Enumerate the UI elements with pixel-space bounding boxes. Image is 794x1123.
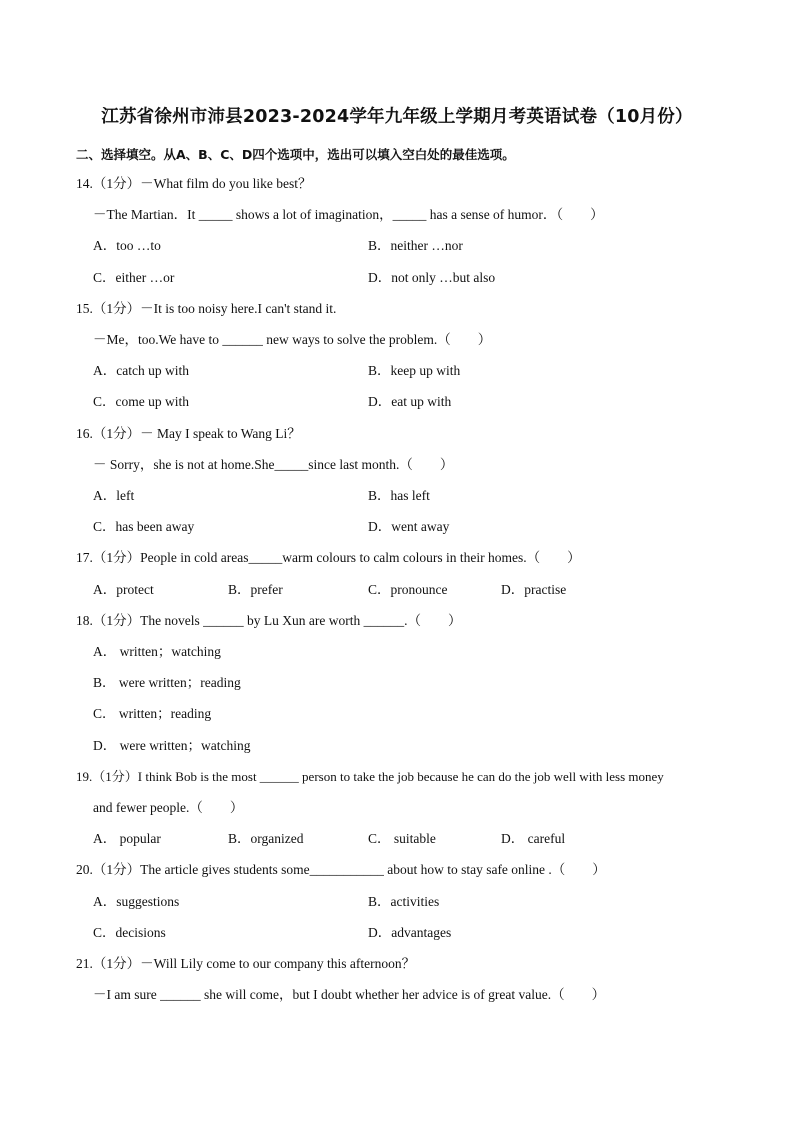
- question-16-option-b[interactable]: B．has left: [368, 488, 430, 503]
- question-15-option-b[interactable]: B．keep up with: [368, 363, 461, 378]
- question-15-option-c[interactable]: C．come up with: [93, 394, 189, 409]
- question-19-option-a[interactable]: A． popular: [93, 831, 161, 846]
- question-14-dialogue: －The Martian．It _____ shows a lot of imagination，_____ has a sense of humor．（ ）: [93, 207, 604, 222]
- question-20-option-c[interactable]: C．decisions: [93, 925, 166, 940]
- question-18-option-b[interactable]: B． were written；reading: [93, 675, 241, 690]
- question-19-stem-continued: and fewer people.（ ）: [93, 800, 244, 815]
- question-14-option-b[interactable]: B．neither …nor: [368, 238, 463, 253]
- question-19-option-c[interactable]: C． suitable: [368, 831, 436, 846]
- question-15-dialogue: －Me，too.We have to ______ new ways to solve the problem.（ ）: [93, 332, 492, 347]
- question-14-stem: 14.（1分）－What film do you like best？: [76, 176, 312, 191]
- question-19-option-d[interactable]: D． careful: [501, 831, 566, 846]
- question-17-option-a[interactable]: A．protect: [93, 582, 154, 597]
- question-17-option-b[interactable]: B．prefer: [228, 582, 283, 597]
- question-19-option-b[interactable]: B．organized: [228, 831, 304, 846]
- question-20-option-d[interactable]: D．advantages: [368, 925, 452, 940]
- question-15-stem: 15.（1分）－It is too noisy here.I can't stand it.: [76, 301, 337, 316]
- question-18-option-d[interactable]: D． were written；watching: [93, 738, 251, 753]
- question-14-option-d[interactable]: D．not only …but also: [368, 270, 496, 285]
- question-17-stem: 17.（1分）People in cold areas_____warm colours to calm colours in their homes.（ ）: [76, 550, 581, 565]
- page-title: 江苏省徐州市沛县2023-2024学年九年级上学期月考英语试卷（10月份）: [101, 107, 693, 127]
- question-20-option-a[interactable]: A．suggestions: [93, 894, 180, 909]
- question-16-option-a[interactable]: A．left: [93, 488, 135, 503]
- question-20-stem: 20.（1分）The article gives students some___________ about how to stay safe online .（ ）: [76, 862, 606, 877]
- question-18-stem: 18.（1分）The novels ______ by Lu Xun are worth ______.（ ）: [76, 613, 462, 628]
- question-14-option-c[interactable]: C．either …or: [93, 270, 175, 285]
- question-20-option-b[interactable]: B．activities: [368, 894, 440, 909]
- question-15-option-d[interactable]: D．eat up with: [368, 394, 452, 409]
- question-17-option-c[interactable]: C．pronounce: [368, 582, 448, 597]
- question-16-option-d[interactable]: D．went away: [368, 519, 450, 534]
- question-18-option-a[interactable]: A． written；watching: [93, 644, 221, 659]
- question-14-option-a[interactable]: A．too …to: [93, 238, 161, 253]
- question-16-stem: 16.（1分）－ May I speak to Wang Li？: [76, 426, 301, 441]
- question-15-option-a[interactable]: A．catch up with: [93, 363, 189, 378]
- question-19-stem: 19.（1分）I think Bob is the most ______ person to take the job because he can do the job well with less money: [76, 769, 664, 784]
- question-16-option-c[interactable]: C．has been away: [93, 519, 195, 534]
- section-instruction: 二、选择填空。从A、B、C、D四个选项中，选出可以填入空白处的最佳选项。: [76, 147, 515, 162]
- question-21-dialogue: －I am sure ______ she will come，but I doubt whether her advice is of great value.（ ）: [93, 987, 606, 1002]
- question-21-stem: 21.（1分）－Will Lily come to our company this afternoon？: [76, 956, 416, 971]
- question-18-option-c[interactable]: C． written；reading: [93, 706, 212, 721]
- question-16-dialogue: － Sorry，she is not at home.She_____since last month.（ ）: [93, 457, 454, 472]
- question-17-option-d[interactable]: D．practise: [501, 582, 567, 597]
